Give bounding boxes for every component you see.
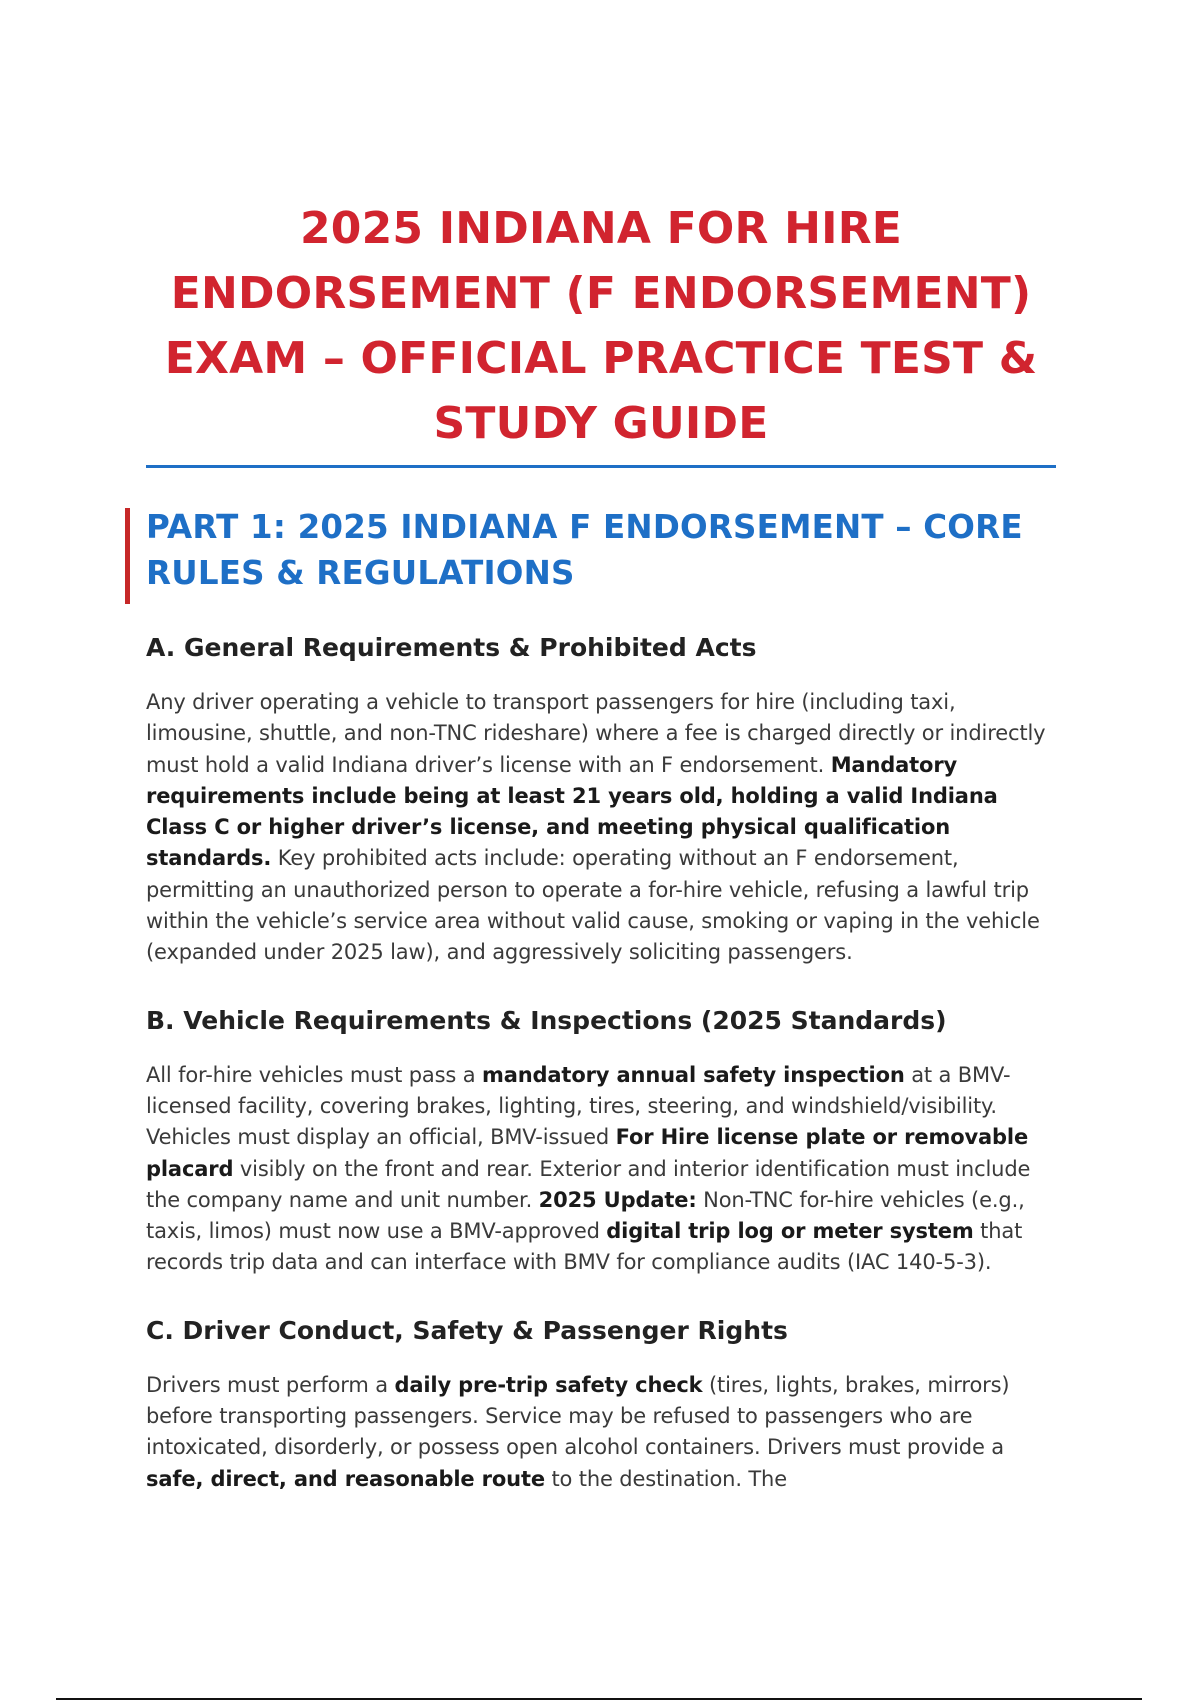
part-heading-text: PART 1: 2025 INDIANA F ENDORSEMENT – CORE RULES & REGULATIONS [146, 508, 1023, 592]
text-run: Key prohibited acts include: operating without an F endorsement, permitting an unauthorized person to operate a for-hire vehicle, refusing a lawful trip within the vehicle’s service area without valid cause, smoking or vaping in the vehicle (expanded under 2025 law), and aggressively soliciting passengers. [146, 846, 1040, 965]
bold-text-run: Mandatory requirements include being at least 21 years old, holding a valid Indiana Class C or higher driver’s license, and meeting physical qualification standards. [146, 752, 998, 871]
bold-text-run: digital trip log or meter system [606, 1219, 974, 1244]
text-run: that records trip data and can interface with BMV for compliance audits (IAC 140-5-3). [146, 1219, 1023, 1275]
text-run: All for-hire vehicles must pass a [146, 1062, 482, 1087]
text-run: visibly on the front and rear. Exterior and interior identification must include the company name and unit number. [146, 1156, 1031, 1212]
section-heading: C. Driver Conduct, Safety & Passenger Rights [146, 1315, 788, 1345]
bold-text-run: mandatory annual safety inspection [481, 1062, 905, 1087]
bold-text-run: 2025 Update: [538, 1187, 697, 1212]
text-run: at a BMV-licensed facility, covering brakes, lighting, tires, steering, and windshield/visibility. Vehicles must display an official, BMV-issued [146, 1062, 1011, 1150]
bold-text-run: safe, direct, and reasonable route [146, 1466, 545, 1491]
document-title: 2025 INDIANA FOR HIRE ENDORSEMENT (F ENDORSEMENT) EXAM – OFFICIAL PRACTICE TEST & STUDY GUIDE [164, 203, 1038, 449]
section-c [146, 1314, 1056, 1495]
text-run: Any driver operating a vehicle to transport passengers for hire (including taxi, limousine, shuttle, and non-TNC rideshare) where a fee is charged directly or indirectly must hold a valid Indiana driver’s license with an F endorsement. [146, 690, 1046, 777]
section-a [146, 631, 1056, 969]
section-heading: A. General Requirements & Prohibited Acts [146, 633, 757, 662]
section-paragraph [146, 687, 1056, 969]
text-run: to the destination. The [544, 1466, 787, 1491]
section-paragraph [146, 1060, 1056, 1279]
title-divider [146, 465, 1056, 468]
text-run: (tires, lights, brakes, mirrors) before transporting passengers. Service may be refused to passengers who are intoxicated, disorderly, or possess open alcohol containers. Drivers must provide a [146, 1372, 1010, 1460]
part-accent-bar [125, 508, 130, 604]
text-run: Non-TNC for-hire vehicles (e.g., taxis, limos) must now use a BMV-approved [146, 1187, 1025, 1244]
document-page [146, 196, 1056, 1495]
section-heading: B. Vehicle Requirements & Inspections (2025 Standards) [146, 1005, 947, 1035]
part-heading [146, 504, 1056, 596]
section-paragraph [146, 1370, 1056, 1495]
bold-text-run: daily pre-trip safety check [394, 1372, 703, 1397]
bold-text-run: For Hire license plate or removable placard [146, 1125, 1029, 1181]
section-b [146, 1004, 1056, 1279]
text-run: Drivers must perform a [146, 1372, 395, 1397]
